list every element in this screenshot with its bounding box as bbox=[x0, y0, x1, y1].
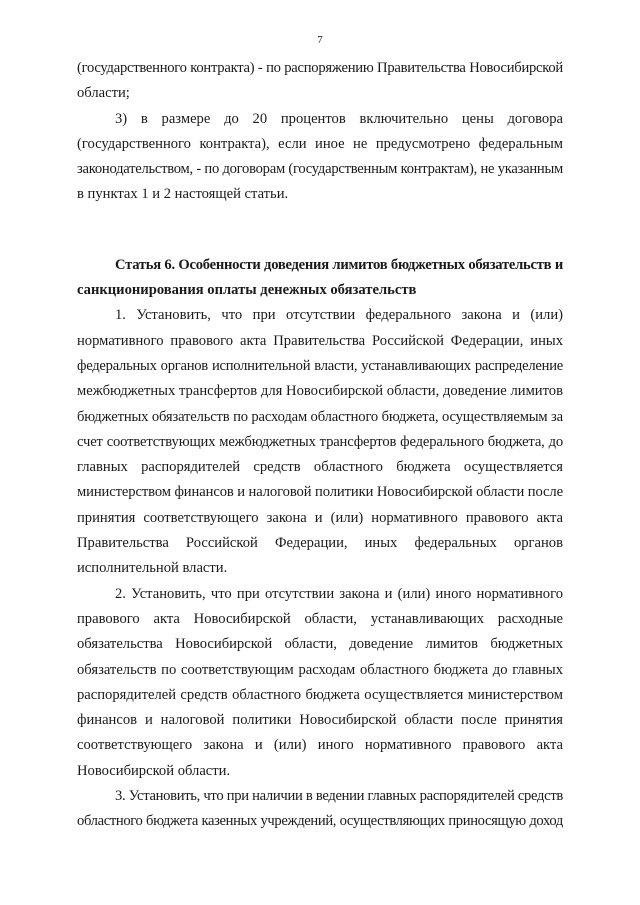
page-number: 7 bbox=[317, 34, 323, 46]
paragraph-clause-2 bbox=[77, 582, 563, 784]
document-body bbox=[77, 56, 563, 835]
text-line: (государственного контракта) - по распоряжению Правительства Новосибирской bbox=[77, 60, 563, 76]
text-line: 3. Установить, что при наличии в ведении главных распорядителей средств bbox=[115, 788, 563, 805]
text-line: Правительства Российской Федерации, иных федеральных органов bbox=[77, 535, 563, 552]
article-heading bbox=[77, 253, 563, 304]
paragraph-clause-1 bbox=[77, 303, 563, 581]
text-line: бюджетных обязательств по расходам областного бюджета, осуществляемым за bbox=[77, 408, 563, 425]
text-line: федеральных органов исполнительной власти, устанавливающих распределение bbox=[77, 357, 563, 374]
paragraph-item-3 bbox=[77, 107, 563, 208]
text-line: исполнительной власти. bbox=[77, 560, 228, 577]
text-line: межбюджетных трансфертов для Новосибирской области, доведение лимитов bbox=[77, 383, 563, 400]
text-line: обязательства Новосибирской области, доведение лимитов бюджетных bbox=[77, 636, 563, 653]
text-line: 2. Установить, что при отсутствии закона и (или) иного нормативного bbox=[115, 585, 563, 602]
text-line: министерством финансов и налоговой политики Новосибирской области после bbox=[77, 484, 563, 501]
text-line: обязательств по соответствующим расходам областного бюджета до главных bbox=[77, 661, 563, 678]
text-line: областного бюджета казенных учреждений, осуществляющих приносящую доход bbox=[77, 813, 563, 830]
text-line: законодательством, - по договорам (государственным контрактам), не указанным bbox=[77, 161, 563, 178]
paragraph-continuation bbox=[77, 56, 563, 107]
text-line: области; bbox=[77, 85, 130, 102]
heading-line: Статья 6. Особенности доведения лимитов бюджетных обязательств и bbox=[115, 256, 563, 273]
text-line: в пунктах 1 и 2 настоящей статьи. bbox=[77, 186, 289, 203]
text-line: главных распорядителей средств областного бюджета осуществляется bbox=[77, 459, 563, 476]
text-line: (государственного контракта), если иное не предусмотрено федеральным bbox=[77, 135, 563, 152]
text-line: соответствующего закона и (или) иного нормативного правового акта bbox=[77, 737, 563, 754]
text-line: правового акта Новосибирской области, устанавливающих расходные bbox=[77, 610, 563, 627]
text-line: нормативного правового акта Правительства Российской Федерации, иных bbox=[77, 332, 563, 349]
text-line: финансов и налоговой политики Новосибирской области после принятия bbox=[77, 712, 563, 729]
text-line: 3) в размере до 20 процентов включительно цены договора bbox=[115, 110, 563, 127]
text-line: счет соответствующих межбюджетных трансфертов федерального бюджета, до bbox=[77, 433, 563, 450]
text-line: Новосибирской области. bbox=[77, 762, 231, 779]
section-gap bbox=[77, 208, 563, 253]
paragraph-clause-3 bbox=[77, 784, 563, 835]
text-line: принятия соответствующего закона и (или) нормативного правового акта bbox=[77, 509, 563, 526]
text-line: распорядителей средств областного бюджета осуществляется министерством bbox=[77, 686, 563, 703]
heading-line: санкционирования оплаты денежных обязательств bbox=[77, 282, 417, 299]
text-line: 1. Установить, что при отсутствии федерального закона и (или) bbox=[115, 307, 563, 324]
